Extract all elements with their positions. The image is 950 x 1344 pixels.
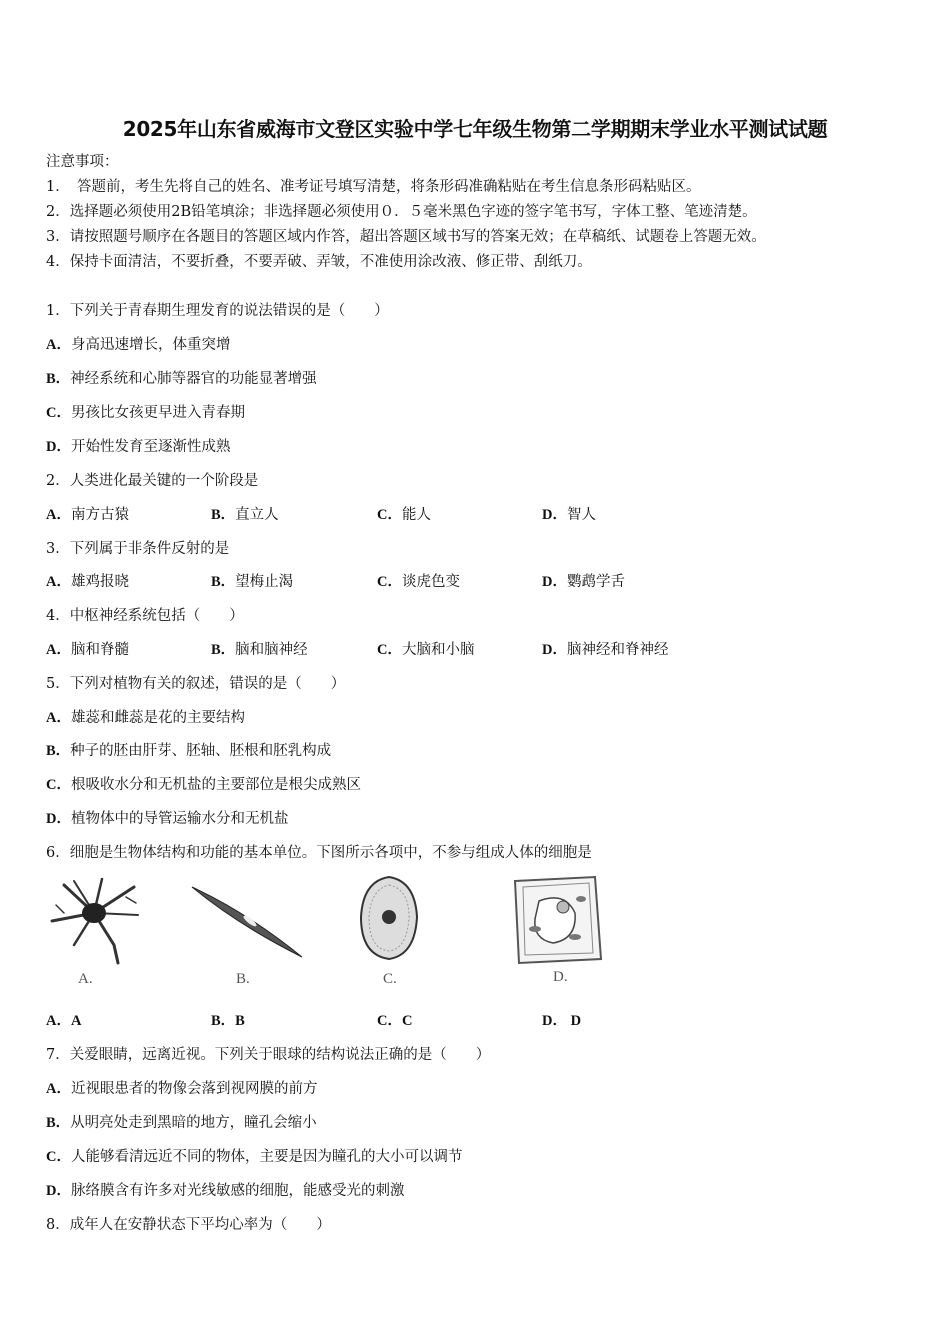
notice-item: 2．选择题必须使用2B铅笔填涂；非选择题必须使用０．５毫米黑色字迹的签字笔书写，字体工整、笔迹清楚。 — [46, 204, 757, 220]
option: D．植物体中的导管运输水分和无机盐 — [46, 811, 289, 827]
epithelial-cell-figure — [355, 873, 425, 993]
figure-label: C. — [383, 971, 397, 987]
muscle-cell-icon — [188, 873, 308, 965]
page-title: 2025年山东省威海市文登区实验中学七年级生物第二学期期末学业水平测试试题 — [122, 117, 828, 141]
notice-item: 3．请按照题号顺序在各题目的答题区域内作答，超出答题区域书写的答案无效；在草稿纸、试题卷上答题无效。 — [46, 229, 766, 245]
option: C．C — [377, 1013, 413, 1029]
plant-cell-icon — [505, 873, 605, 965]
nerve-cell-icon — [44, 873, 144, 965]
option: A．脑和脊髓 — [46, 642, 129, 658]
notice-item: 4．保持卡面清洁，不要折叠，不要弄破、弄皱，不准使用涂改液、修正带、刮纸刀。 — [46, 254, 592, 270]
muscle-cell-figure — [188, 873, 308, 993]
option: A．身高迅速增长，体重突增 — [46, 337, 231, 353]
question-stem: 1．下列关于青春期生理发育的说法错误的是（ ） — [46, 303, 389, 319]
option: B．脑和脑神经 — [211, 642, 308, 658]
figure-label: D. — [553, 969, 568, 985]
option: C．人能够看清远近不同的物体，主要是因为瞳孔的大小可以调节 — [46, 1149, 463, 1165]
nerve-cell-figure — [44, 873, 144, 993]
question-stem: 2．人类进化最关键的一个阶段是 — [46, 473, 259, 489]
plant-cell-figure — [505, 873, 605, 993]
option: D．开始性发育至逐渐性成熟 — [46, 439, 231, 455]
option: B．神经系统和心肺等器官的功能显著增强 — [46, 371, 317, 387]
question-stem: 8．成年人在安静状态下平均心率为（ ） — [46, 1217, 331, 1233]
option: C．能人 — [377, 507, 431, 523]
option: C．大脑和小脑 — [377, 642, 475, 658]
question-stem: 4．中枢神经系统包括（ ） — [46, 608, 244, 624]
option-row — [46, 505, 746, 525]
option-row — [46, 572, 746, 592]
option: B．B — [211, 1013, 245, 1029]
question-stem: 6．细胞是生物体结构和功能的基本单位。下图所示各项中，不参与组成人体的细胞是 — [46, 845, 592, 861]
option: A．雄鸡报晓 — [46, 574, 129, 590]
option: B．种子的胚由肝芽、胚轴、胚根和胚乳构成 — [46, 743, 332, 759]
question-stem: 5．下列对植物有关的叙述，错误的是（ ） — [46, 676, 346, 692]
notice-heading: 注意事项： — [46, 154, 119, 170]
option: B．从明亮处走到黑暗的地方，瞳孔会缩小 — [46, 1115, 317, 1131]
option: D． D — [542, 1013, 582, 1029]
option: B．望梅止渴 — [211, 574, 294, 590]
option: D．脑神经和脊神经 — [542, 642, 669, 658]
figure-label: A. — [78, 971, 93, 987]
option: B．直立人 — [211, 507, 279, 523]
epithelial-cell-icon — [355, 873, 425, 965]
option-row — [46, 640, 746, 660]
notice-item: 1． 答题前，考生先将自己的姓名、准考证号填写清楚，将条形码准确粘贴在考生信息条形码粘贴区。 — [46, 179, 701, 195]
option: C．男孩比女孩更早进入青春期 — [46, 405, 245, 421]
option: C．谈虎色变 — [377, 574, 460, 590]
option: D．鹦鹉学舌 — [542, 574, 625, 590]
option: A．A — [46, 1013, 82, 1029]
option: D．智人 — [542, 507, 596, 523]
option: D．脉络膜含有许多对光线敏感的细胞，能感受光的刺激 — [46, 1183, 405, 1199]
option: C．根吸收水分和无机盐的主要部位是根尖成熟区 — [46, 777, 361, 793]
option-row — [46, 1011, 746, 1031]
figure-label: B. — [236, 971, 250, 987]
option: A．近视眼患者的物像会落到视网膜的前方 — [46, 1081, 318, 1097]
option: A．雄蕊和雌蕊是花的主要结构 — [46, 710, 245, 726]
question-stem: 3．下列属于非条件反射的是 — [46, 541, 230, 557]
question-stem: 7．关爱眼睛，远离近视。下列关于眼球的结构说法正确的是（ ） — [46, 1047, 491, 1063]
option: A．南方古猿 — [46, 507, 129, 523]
